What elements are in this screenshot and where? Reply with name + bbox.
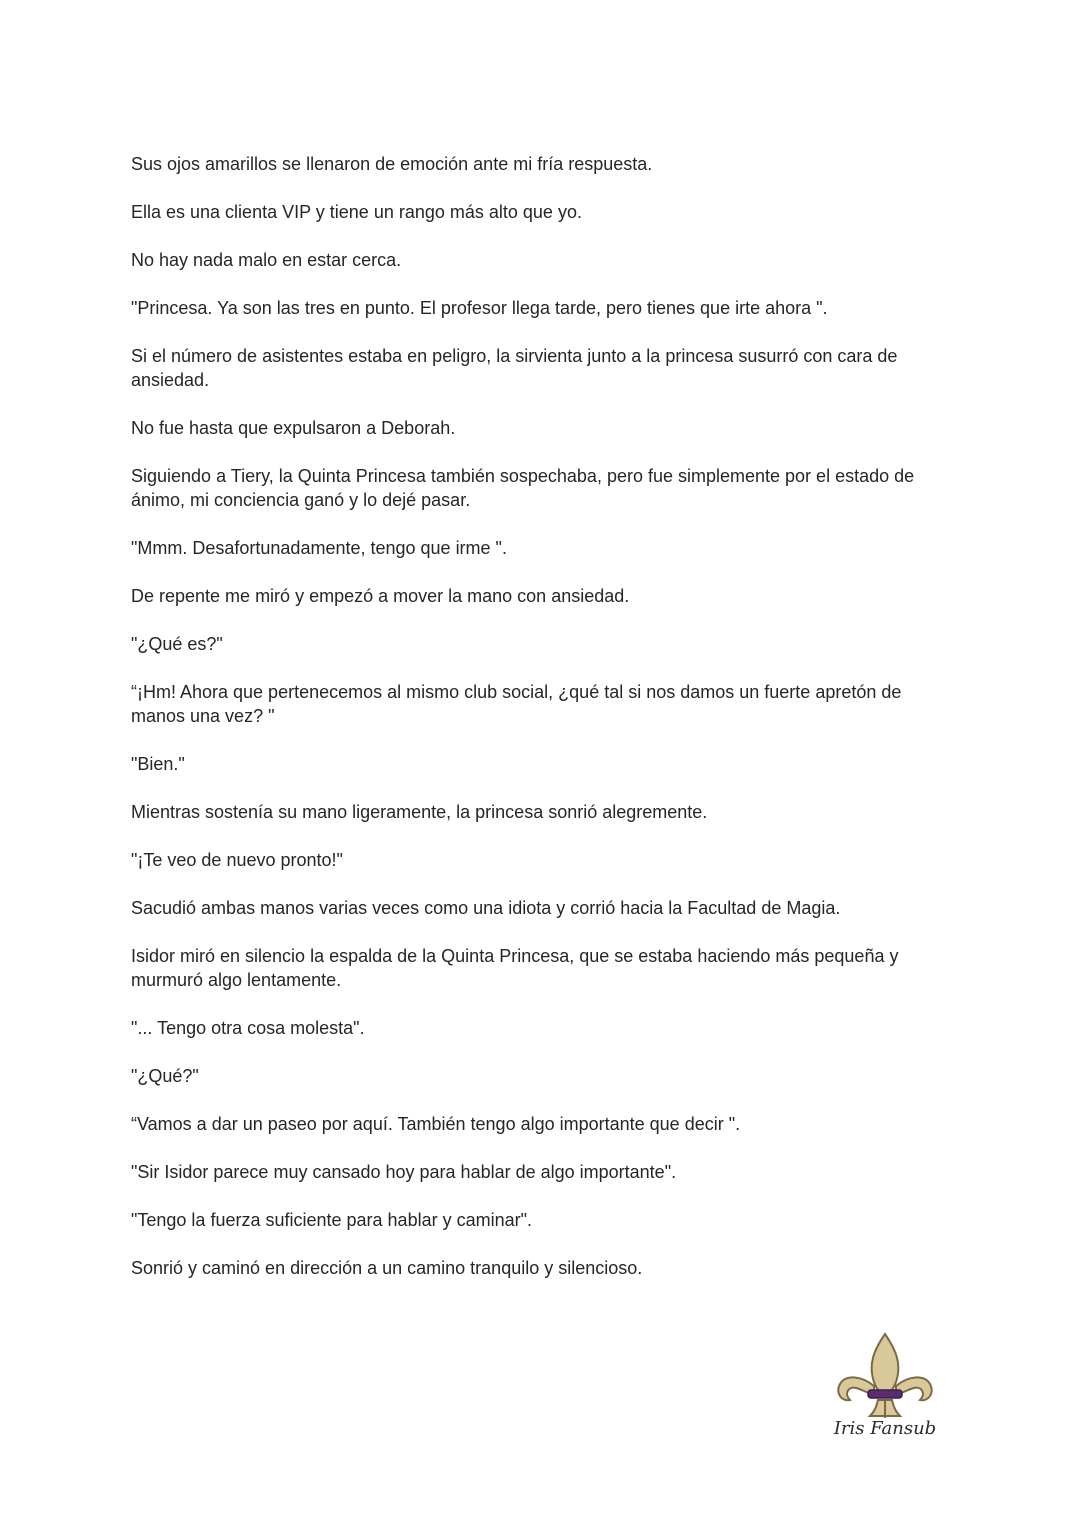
fleur-de-lis-icon	[830, 1330, 940, 1422]
paragraph: "... Tengo otra cosa molesta".	[131, 1018, 365, 1038]
paragraph: No fue hasta que expulsaron a Deborah.	[131, 418, 456, 438]
paragraph: Sonrió y caminó en dirección a un camino tranquilo y silencioso.	[131, 1258, 643, 1278]
paragraph: "Sir Isidor parece muy cansado hoy para hablar de algo importante".	[131, 1162, 677, 1182]
paragraph: No hay nada malo en estar cerca.	[131, 250, 402, 270]
paragraph: "¡Te veo de nuevo pronto!"	[131, 850, 343, 870]
paragraph: "¿Qué?"	[131, 1066, 199, 1086]
paragraph: “¡Hm! Ahora que pertenecemos al mismo club social, ¿qué tal si nos damos un fuerte apretón de manos una vez? "	[131, 682, 902, 726]
paragraph: "¿Qué es?"	[131, 634, 223, 654]
paragraph: "Mmm. Desafortunadamente, tengo que irme ".	[131, 538, 507, 558]
document-body	[131, 152, 931, 1304]
watermark-text: Iris Fansub	[833, 1418, 937, 1439]
paragraph: Sus ojos amarillos se llenaron de emoción ante mi fría respuesta.	[131, 154, 653, 174]
paragraph: “Vamos a dar un paseo por aquí. También tengo algo importante que decir ".	[131, 1114, 741, 1134]
paragraph: "Bien."	[131, 754, 185, 774]
iris-fansub-watermark	[830, 1330, 940, 1450]
paragraph: De repente me miró y empezó a mover la mano con ansiedad.	[131, 586, 630, 606]
paragraph: Si el número de asistentes estaba en peligro, la sirvienta junto a la princesa susurró con cara de ansiedad.	[131, 346, 898, 390]
paragraph: "Princesa. Ya son las tres en punto. El profesor llega tarde, pero tienes que irte ahora ".	[131, 298, 828, 318]
paragraph: Sacudió ambas manos varias veces como una idiota y corrió hacia la Facultad de Magia.	[131, 898, 841, 918]
paragraph: Isidor miró en silencio la espalda de la Quinta Princesa, que se estaba haciendo más pequeña y murmuró algo lentamente.	[131, 946, 899, 990]
paragraph: Siguiendo a Tiery, la Quinta Princesa también sospechaba, pero fue simplemente por el estado de ánimo, mi conciencia ganó y lo dejé pasar.	[131, 466, 915, 510]
paragraph: "Tengo la fuerza suficiente para hablar y caminar".	[131, 1210, 532, 1230]
paragraph: Ella es una clienta VIP y tiene un rango más alto que yo.	[131, 202, 582, 222]
paragraph: Mientras sostenía su mano ligeramente, la princesa sonrió alegremente.	[131, 802, 708, 822]
